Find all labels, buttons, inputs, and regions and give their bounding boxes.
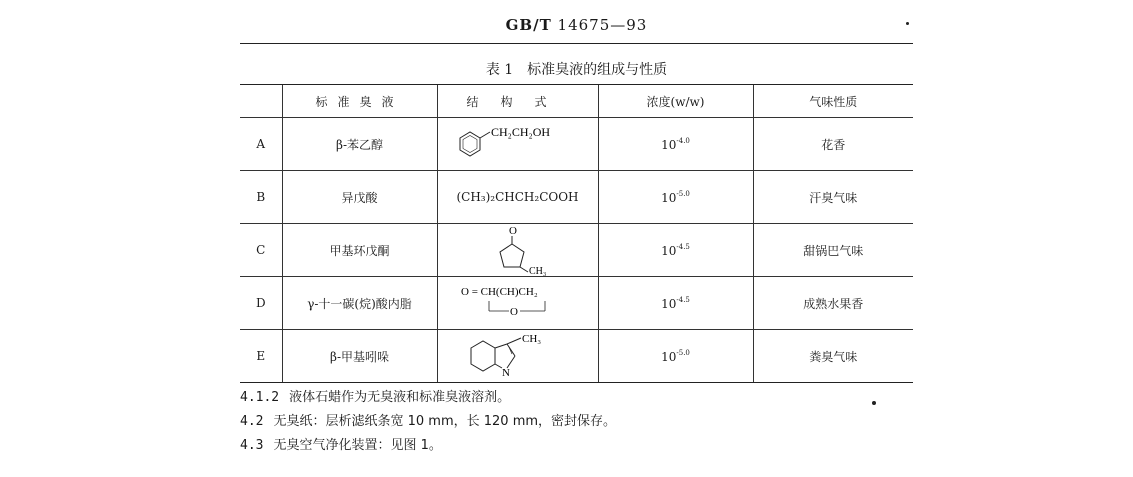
conc-base: 10 — [661, 349, 677, 364]
header-structure: 结构式 — [437, 85, 598, 118]
header-concentration: 浓度(w/w) — [598, 85, 753, 118]
lactone-structure — [453, 281, 583, 325]
structure-cell — [437, 330, 598, 383]
table-row — [240, 224, 913, 277]
standard-prefix: GB/T — [505, 16, 552, 34]
ketone-oxygen: O — [508, 225, 517, 237]
row-concentration — [598, 118, 753, 171]
conc-base: 10 — [661, 243, 677, 258]
paragraph-4-1-2 — [240, 386, 510, 405]
clause-number: 4.2 — [240, 414, 264, 429]
conc-exponent: -4.5 — [676, 295, 690, 304]
structure-cell — [437, 277, 598, 330]
row-odor: 花香 — [753, 118, 913, 171]
row-odor: 粪臭气味 — [753, 330, 913, 383]
header-odor: 气味性质 — [753, 85, 913, 118]
conc-exponent: -4.5 — [676, 242, 690, 251]
clause-number: 4.1.2 — [240, 390, 280, 405]
row-id: E — [240, 330, 282, 383]
row-odor: 甜锅巴气味 — [753, 224, 913, 277]
skatole-structure — [463, 332, 573, 380]
row-name: 异戊酸 — [282, 171, 437, 224]
conc-exponent: -5.0 — [676, 348, 690, 357]
table-header-row — [240, 85, 913, 118]
header-id — [240, 85, 282, 118]
row-name: β-甲基吲哚 — [282, 330, 437, 383]
scan-speck — [872, 401, 876, 405]
header-speck — [906, 22, 909, 25]
structure-cell — [437, 118, 598, 171]
header-standard-liquid: 标准臭液 — [282, 85, 437, 118]
row-id: B — [240, 171, 282, 224]
row-concentration — [598, 224, 753, 277]
paragraph-4-2 — [240, 410, 616, 429]
table-row — [240, 330, 913, 383]
nitrogen-atom: N — [501, 367, 510, 379]
formula-text: CH₃ — [528, 266, 546, 276]
row-name: β-苯乙醇 — [282, 118, 437, 171]
structure-cell — [437, 224, 598, 277]
standard-number: 14675—93 — [557, 16, 648, 34]
conc-exponent: -5.0 — [676, 189, 690, 198]
conc-base: 10 — [661, 137, 677, 152]
ring-oxygen: O — [509, 306, 518, 318]
methylcyclopentanone-structure — [478, 224, 558, 276]
row-odor: 成熟水果香 — [753, 277, 913, 330]
row-id: D — [240, 277, 282, 330]
row-name: 甲基环戊酮 — [282, 224, 437, 277]
paragraph-4-3 — [240, 434, 442, 453]
header-rule — [240, 43, 913, 44]
page-header — [240, 16, 913, 34]
conc-exponent: -4.0 — [676, 136, 690, 145]
table-row — [240, 277, 913, 330]
formula-text: CH₂CH₂OH — [490, 125, 550, 139]
row-odor: 汗臭气味 — [753, 171, 913, 224]
row-concentration — [598, 171, 753, 224]
conc-base: 10 — [661, 296, 677, 311]
row-name: γ-十一碳(烷)酸内脂 — [282, 277, 437, 330]
formula-text: O = CH(CH)CH₂ — [460, 286, 538, 298]
row-concentration — [598, 330, 753, 383]
row-concentration — [598, 277, 753, 330]
table-caption: 表 1 标准臭液的组成与性质 — [485, 62, 668, 78]
table-row — [240, 171, 913, 224]
table-row — [240, 118, 913, 171]
clause-text: 液体石蜡作为无臭液和标准臭液溶剂。 — [289, 390, 511, 405]
row-id: C — [240, 224, 282, 277]
structure-cell: (CH₃)₂CHCH₂COOH — [437, 171, 598, 224]
conc-base: 10 — [661, 190, 677, 205]
clause-text: 无臭空气净化装置：见图 1。 — [273, 438, 442, 453]
clause-text: 无臭纸：层析滤纸条宽 10 mm，长 120 mm，密封保存。 — [273, 414, 617, 429]
clause-number: 4.3 — [240, 438, 264, 453]
formula-text: CH₃ — [521, 333, 541, 345]
phenylethanol-structure — [448, 124, 588, 164]
odor-table — [240, 84, 913, 383]
row-id: A — [240, 118, 282, 171]
